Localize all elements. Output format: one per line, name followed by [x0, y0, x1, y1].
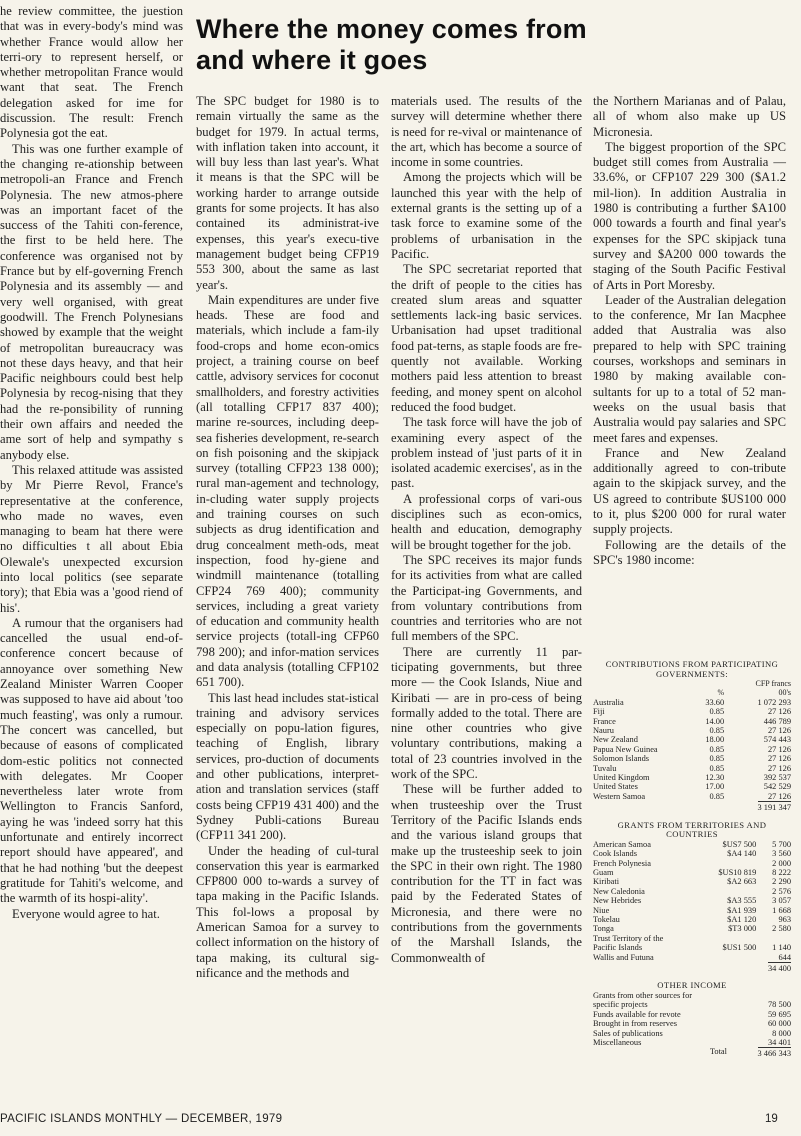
- amount-cell: 1 072 293: [757, 697, 791, 707]
- percent-cell: 0.85: [709, 744, 725, 754]
- amount-cell: 5 700: [772, 839, 791, 849]
- table-row: [593, 896, 791, 905]
- paragraph: Among the projects which will be launched this year with the help of external grants is the setting up of a task force to examine some of the problems of urbanisation in the Pacific.: [391, 170, 582, 261]
- total-value: 3 466 343: [757, 1049, 791, 1059]
- amount-cell: 27 126: [767, 707, 791, 717]
- amount-cell: 3 560: [772, 849, 791, 859]
- percent-cell: 0.85: [709, 791, 725, 801]
- table-header-value: 00's: [778, 688, 791, 698]
- table-row: [593, 745, 791, 754]
- table-row: [593, 840, 791, 849]
- paragraph: These will be further added to when trusteeship over the Trust Territory of the Pacific Islands ends and the various island groups that make up the trusteeship seek to join the SPC in their own right. The 1980 contribution for the TT in fact was paid by the Federated States of Micronesia, and there were no contributions from the governments of the Marshall Islands, the Commonwealth of: [391, 782, 582, 965]
- empty-cell: [689, 801, 738, 812]
- contributions-table-caption: CONTRIBUTIONS FROM PARTICIPATING GOVERNMENTS:: [605, 659, 779, 679]
- income-source-cell: specific projects: [593, 1000, 648, 1010]
- article-column-1: [0, 4, 183, 922]
- paragraph: The SPC secretariat reported that the drift of people to the cities has created slum areas and squatter settlements lack-ing basic services. Urbanisation had upset traditional food pat-terns, as staple foods are fre-quently not available. Working mothers paid less attention to breast feeding, and money spent on alcohol reduced the food budget.: [391, 262, 582, 414]
- table-row: [593, 782, 791, 791]
- country-cell: United Kingdom: [593, 773, 650, 783]
- country-cell: Solomon Islands: [593, 754, 650, 764]
- page-footer: PACIFIC ISLANDS MONTHLY — DECEMBER, 1979: [0, 1113, 283, 1125]
- currency-cell: $A1 939: [727, 905, 757, 915]
- table-row: [593, 1029, 791, 1038]
- table-row: [593, 877, 791, 886]
- country-cell: Fiji: [593, 707, 605, 717]
- table-row: [593, 906, 791, 915]
- territory-cell: Trust Territory of the: [593, 933, 664, 943]
- amount-cell: 27 126: [767, 754, 791, 764]
- percent-cell: 0.85: [709, 707, 725, 717]
- territory-cell: Kiribati: [593, 877, 620, 887]
- currency-cell: [699, 934, 756, 943]
- amount-cell: [756, 934, 791, 943]
- paragraph: Following are the details of the SPC's 1980 income:: [593, 537, 786, 567]
- grants-table: [593, 840, 791, 974]
- table-row: [593, 943, 791, 952]
- amount-cell: 1 140: [772, 943, 791, 953]
- total-label: Total: [709, 1047, 727, 1057]
- total-row: [593, 962, 791, 973]
- territory-cell: New Hebrides: [593, 896, 642, 906]
- territory-cell: Pacific Islands: [593, 943, 643, 953]
- percent-cell: 0.85: [709, 726, 725, 736]
- amount-cell: 60 000: [767, 1019, 791, 1029]
- paragraph: Main expenditures are under five heads. These are food and materials, which include a fam-ily food-crops and home econ-omics project, a training course on beef cattle, advisory services for coconut smallholders, and forestry activities (all totalling CFP17 837 400); marine re-sources, including deep-sea fisheries development, re-search on fish poisoning and the skipjack survey (totalling CFP23 138 000); rural man-agement and technology, in-cluding water supply projects and training courses on such subjects as drug identification and drug concealment meth-ods, meat inspection, food hy-giene and windmill maintenance (totalling CFP24 769 400); community services, including a great variety of education and community health service projects (totall-ing CFP60 798 200); and infor-mation services and data analysis (totalling CFP102 651 700).: [196, 292, 379, 690]
- income-source-cell: Brought in from reserves: [593, 1019, 677, 1029]
- paragraph: Leader of the Australian delegation to the conference, Mr Ian Macphee added that Australia was also prepared to help with SPC training courses, workshops and seminars in 1980 by making available con-sultants for up to a total of 52 man-weeks on the usual basis that Australia would pay salaries and SPC meet fares and expenses.: [593, 292, 786, 445]
- territory-cell: Wallis and Futuna: [593, 952, 654, 962]
- paragraph: Under the heading of cul-tural conservation this year is earmarked CFP800 000 to-wards a survey of tapa making in the Pacific Islands. This fol-lows a proposal by American Samoa for a survey to collect information on the history of tapa making, its cultural sig-nificance and the methods and: [196, 843, 379, 980]
- table-row: [593, 726, 791, 735]
- table-row: [593, 698, 791, 707]
- paragraph: A professional corps of vari-ous disciplines such as econ-omics, health and education, demography will be brought together for the job.: [391, 491, 582, 552]
- table-row: [593, 1010, 791, 1019]
- amount-cell: 78 500: [767, 1000, 791, 1010]
- income-tables: [593, 660, 791, 1059]
- amount-cell: 8 000: [772, 1028, 791, 1038]
- amount-cell: 574 443: [763, 735, 791, 745]
- article-column-3: [391, 94, 582, 966]
- amount-cell: 2 000: [772, 858, 791, 868]
- percent-cell: 33.60: [705, 697, 725, 707]
- paragraph: materials used. The results of the survey will determine whether there is need for re-vival or maintenance of the art, which has become a source of income in some countries.: [391, 94, 582, 170]
- table-header-unit: CFP francs: [755, 679, 791, 688]
- table-row: [593, 915, 791, 924]
- total-row: [593, 1047, 791, 1058]
- territory-cell: Tonga: [593, 924, 614, 934]
- currency-cell: $A1 120: [727, 914, 757, 924]
- other-income-table: [593, 991, 791, 1059]
- amount-cell: 59 695: [767, 1009, 791, 1019]
- table-header-percent: %: [717, 688, 725, 698]
- amount-cell: 2 580: [772, 924, 791, 934]
- table-header-row: [593, 679, 791, 688]
- country-cell: New Zealand: [593, 735, 638, 745]
- percent-cell: 0.85: [709, 754, 725, 764]
- amount-cell: 27 126: [767, 763, 791, 773]
- amount-cell: [741, 991, 791, 1000]
- income-source-cell: Miscellaneous: [593, 1037, 642, 1047]
- table-row: [593, 707, 791, 716]
- income-source-cell: Funds available for revote: [593, 1009, 681, 1019]
- total-cell: [756, 962, 791, 973]
- table-row: [593, 868, 791, 877]
- amount-cell: 2 576: [772, 886, 791, 896]
- paragraph: The task force will have the job of examining every aspect of the problem instead of 'just parts of it in isolated academic exercises', as in the past.: [391, 415, 582, 491]
- percent-cell: 18.00: [705, 735, 725, 745]
- amount-cell: 8 222: [772, 867, 791, 877]
- table-row: [593, 953, 791, 962]
- country-cell: France: [593, 716, 616, 726]
- income-source-cell: Sales of publications: [593, 1028, 663, 1038]
- country-cell: Australia: [593, 697, 624, 707]
- currency-cell: $A3 555: [727, 896, 757, 906]
- paragraph: The SPC receives its major funds for its activities from what are called the Participat-ing Governments, and from voluntary contributions from countries and territories who are not full members of the SPC.: [391, 552, 582, 644]
- amount-cell: 963: [778, 914, 791, 924]
- article-column-4: [593, 94, 786, 568]
- total-value: 34 400: [767, 963, 791, 973]
- total-row: [593, 801, 791, 812]
- paragraph: This relaxed attitude was assisted by Mr Pierre Revol, France's representative at the conference, who made no waves, even managing to beam hat there were no difficulties t all about Ebia Olewale's unexpected excursion into local politics (see separate tory); that Ebia was a 'good riend of his'.: [0, 462, 183, 615]
- currency-cell: $US10 819: [718, 867, 757, 877]
- currency-cell: [699, 859, 756, 868]
- paragraph: The SPC budget for 1980 is to remain virtually the same as the budget for 1979. In actual terms, with inflation taken into account, it will buy less than last year's. What it means is that the SPC will be working harder to arrange outside grants for some projects. It has also contained its administrat-ive expenses, this year's execu-tive management budget being CFP19 553 300, about the same as last year's.: [196, 94, 379, 292]
- table-header-row: [593, 688, 791, 697]
- article-headline: Where the money comes from and where it goes: [196, 14, 587, 75]
- amount-cell: 3 057: [772, 896, 791, 906]
- territory-cell: Tokelau: [593, 914, 620, 924]
- total-cell: [741, 1047, 791, 1058]
- paragraph: The biggest proportion of the SPC budget still comes from Australia — 33.6%, or CFP107 229 300 ($A1.2 mil-lion). In addition Australia in 1980 is contributing a further $A100 000 towards a fourth and final year's expenses for the SPC skipjack tuna survey and $A200 000 towards the staging of the South Pacific Festival of Arts in Port Moresby.: [593, 139, 786, 292]
- table-row: [593, 887, 791, 896]
- table-row: [593, 754, 791, 763]
- territory-cell: Cook Islands: [593, 849, 637, 859]
- amount-cell: 392 537: [763, 773, 791, 783]
- currency-cell: $A2 663: [727, 877, 757, 887]
- empty-cell: [593, 962, 699, 973]
- table-row: [593, 934, 791, 943]
- amount-cell: 644: [778, 952, 791, 962]
- total-value: 3 191 347: [757, 803, 791, 813]
- paragraph: France and New Zealand additionally agreed to con-tribute again to the skipjack survey, and the US agreed to contribute $US100 000 to it, plus $200 000 for rural water supply projects.: [593, 445, 786, 537]
- table-row: [593, 849, 791, 858]
- territory-cell: New Caledonia: [593, 886, 645, 896]
- table-row: [593, 924, 791, 933]
- territory-cell: French Polynesia: [593, 858, 651, 868]
- paragraph: Everyone would agree to hat.: [12, 906, 160, 921]
- table-row: [593, 773, 791, 782]
- contributions-table: [593, 679, 791, 813]
- income-source-cell: Grants from other sources for: [593, 990, 693, 1000]
- page-number: 19: [765, 1113, 778, 1125]
- amount-cell: 1 668: [772, 905, 791, 915]
- territory-cell: Niue: [593, 905, 610, 915]
- territory-cell: American Samoa: [593, 839, 651, 849]
- percent-cell: 12.30: [705, 773, 725, 783]
- article-column-2: [196, 94, 379, 981]
- table-row: [593, 1019, 791, 1028]
- country-cell: United States: [593, 782, 638, 792]
- table-row: [593, 991, 791, 1000]
- paragraph: he review committee, the juestion that was in every-body's mind was whether France would allow her terri-ory to represent herself, or whether metropolitan France would want that seat. The French delegation asked for ime for discussion. The result: French Polynesia got the eat.: [0, 4, 183, 141]
- territory-cell: Guam: [593, 867, 614, 877]
- amount-cell: 27 126: [767, 791, 791, 801]
- country-cell: Papua New Guinea: [593, 744, 658, 754]
- table-row: [593, 735, 791, 744]
- paragraph: There are currently 11 par-ticipating governments, but three more — the Cook Islands, Niue and Kiribati — are in pro-cess of being formally added to the total. There are nine other countries who give voluntary contributions, making a total of 23 countries involved in the work of the SPC.: [391, 644, 582, 782]
- country-cell: Nauru: [593, 726, 614, 736]
- currency-cell: $US1 500: [722, 943, 757, 953]
- paragraph: This last head includes stat-istical training and advisory services especially on popu-lation figures, teaching of English, library services, pro-duction of documents and other publications, interpret-ation and translation services (staff costs being CFP19 431 400) and the Sydney Publi-cations Bureau (CFP11 341 200).: [196, 690, 379, 843]
- currency-cell: $A4 140: [727, 849, 757, 859]
- country-cell: Western Samoa: [593, 791, 646, 801]
- amount-cell: 542 529: [763, 782, 791, 792]
- table-row: [593, 1038, 791, 1047]
- other-income-caption: OTHER INCOME: [657, 980, 727, 991]
- grants-table-caption: GRANTS FROM TERRITORIES AND COUNTRIES: [617, 819, 767, 840]
- empty-cell: [699, 962, 756, 973]
- amount-cell: 27 126: [767, 744, 791, 754]
- paragraph: This was one further example of the changing re-ationship between metropoli-an France and French Polynesia. The new atmos-phere was an important facet of the success of the Tahiti con-ference, the first to be held here. The conference was organised not by France but by elf-governing French Polynesia and its assembly — and very well organised, with great goodwill. The French Polynesians showed by example that the weight of metropolitan bureaucracy was not these days heavy, and that heir Pacific neighbours could best help Polynesia by recog-nising that they had the re-ponsibility of running their own affairs and needed the ame sort of help and sympathy s anybody else.: [0, 141, 183, 462]
- table-row: [593, 792, 791, 801]
- total-cell: [738, 801, 791, 812]
- table-row: [593, 1000, 791, 1009]
- amount-cell: 34 401: [767, 1037, 791, 1047]
- currency-cell: [699, 953, 756, 962]
- amount-cell: 2 290: [772, 877, 791, 887]
- currency-cell: $T3 000: [728, 924, 757, 934]
- percent-cell: 14.00: [705, 716, 725, 726]
- currency-cell: [699, 887, 756, 896]
- percent-cell: 0.85: [709, 763, 725, 773]
- table-row: [593, 764, 791, 773]
- table-row: [593, 717, 791, 726]
- paragraph: A rumour that the organisers had cancelled the usual end-of-conference concert because of annoyance over something New Zealand Minister Warren Cooper was supposed to have aid about 'too much feasting', was only a rumour. The concert was cancelled, but because of easons of complicated dom-estic politics not connected with delegates. Mr Cooper nevertheless later wrote from Wellington to Francis Sanford, aying he was 'indeed sorry hat this unfortunate and entirely incorrect report should have appeared', and that he had nothing 'but the deepest gratitude for Tahiti's welcome, and the warmth of its hospi-ality'.: [0, 615, 183, 906]
- country-cell: Tuvalu: [593, 763, 617, 773]
- amount-cell: 446 789: [763, 716, 791, 726]
- paragraph: the Northern Marianas and of Palau, all of whom also make up US Micronesia.: [593, 94, 786, 139]
- currency-cell: $US7 500: [722, 839, 757, 849]
- amount-cell: 27 126: [767, 726, 791, 736]
- empty-cell: [593, 801, 689, 812]
- percent-cell: 17.00: [705, 782, 725, 792]
- table-row: [593, 859, 791, 868]
